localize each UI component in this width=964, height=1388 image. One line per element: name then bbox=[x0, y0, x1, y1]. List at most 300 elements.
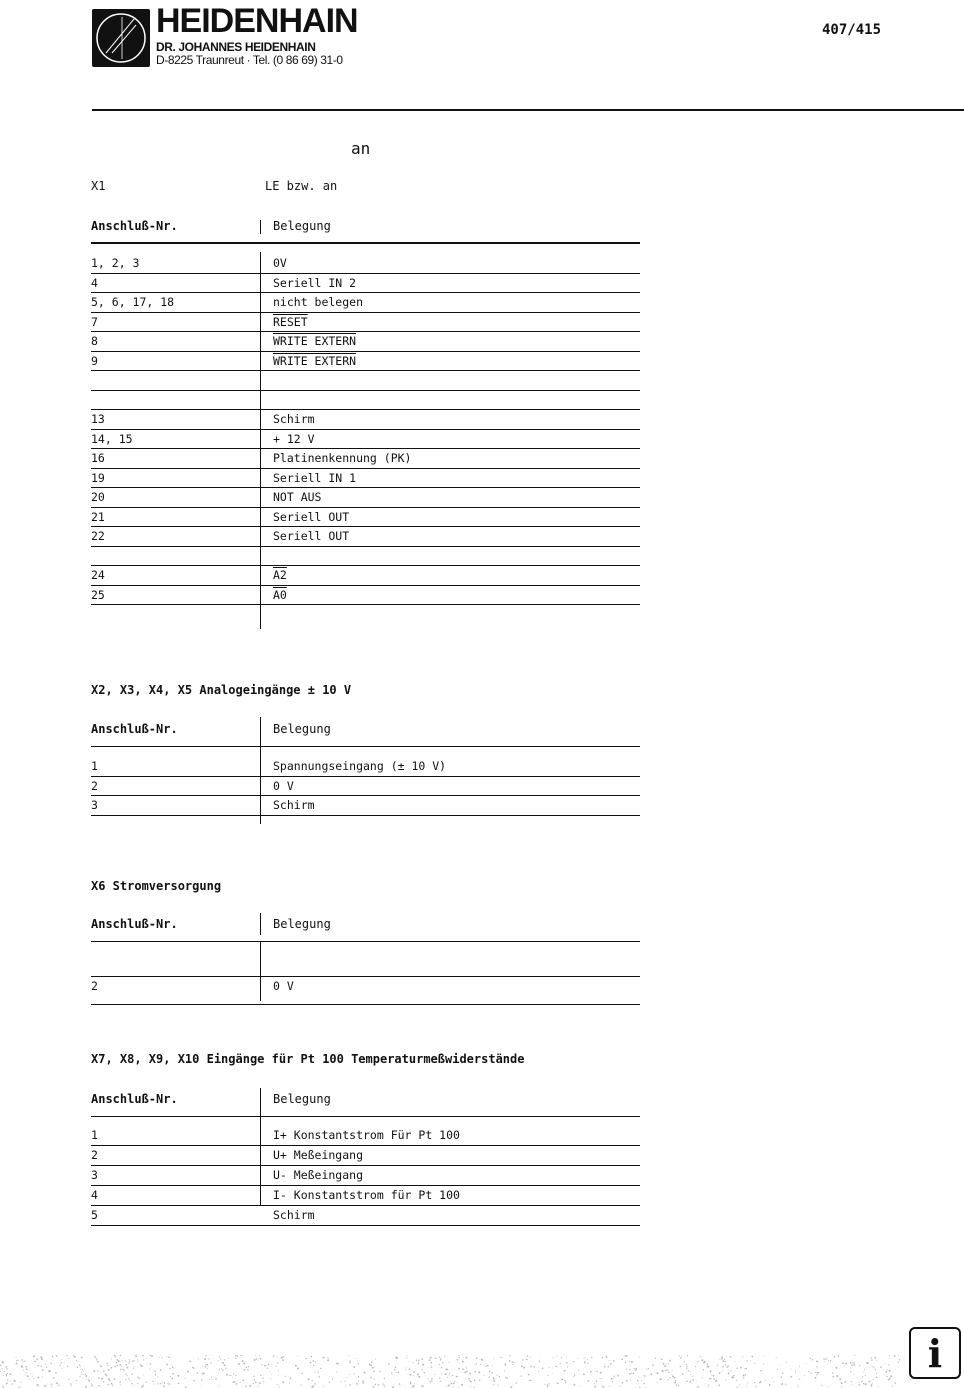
noise-dot bbox=[464, 1371, 466, 1373]
noise-dot bbox=[553, 1357, 554, 1358]
noise-dot bbox=[373, 1386, 375, 1388]
document-number: 407/415 bbox=[822, 22, 882, 38]
noise-dot bbox=[579, 1386, 580, 1387]
x1-header-rule bbox=[91, 242, 640, 244]
noise-dot bbox=[135, 1356, 136, 1357]
noise-dot bbox=[828, 1360, 829, 1361]
noise-dot bbox=[832, 1372, 833, 1373]
noise-dot bbox=[36, 1358, 38, 1360]
noise-dot bbox=[150, 1355, 152, 1356]
noise-dot bbox=[497, 1384, 498, 1385]
noise-dot bbox=[859, 1382, 860, 1383]
noise-dot bbox=[301, 1373, 302, 1374]
info-icon[interactable]: i bbox=[909, 1327, 961, 1379]
noise-dot bbox=[561, 1379, 563, 1381]
noise-dot bbox=[142, 1355, 144, 1356]
x2-pin-cell: 2 bbox=[91, 778, 98, 793]
noise-dot bbox=[310, 1356, 312, 1358]
noise-dot bbox=[668, 1379, 669, 1380]
noise-dot bbox=[886, 1376, 888, 1378]
noise-dot bbox=[434, 1357, 435, 1358]
x1-table-row bbox=[91, 274, 640, 293]
noise-dot bbox=[207, 1368, 208, 1369]
noise-dot bbox=[430, 1362, 432, 1364]
noise-dot bbox=[371, 1361, 373, 1363]
noise-dot bbox=[17, 1360, 18, 1361]
noise-dot bbox=[66, 1355, 68, 1356]
x1-assignment-cell: NOT AUS bbox=[273, 490, 322, 504]
noise-dot bbox=[523, 1367, 525, 1369]
noise-dot bbox=[166, 1356, 167, 1357]
noise-dot bbox=[167, 1382, 168, 1383]
noise-dot bbox=[488, 1377, 489, 1378]
noise-dot bbox=[382, 1383, 384, 1385]
noise-dot bbox=[573, 1384, 575, 1386]
noise-dot bbox=[23, 1369, 24, 1370]
noise-dot bbox=[143, 1385, 145, 1387]
noise-dot bbox=[55, 1372, 57, 1374]
noise-dot bbox=[653, 1366, 654, 1367]
noise-dot bbox=[278, 1370, 279, 1371]
noise-dot bbox=[795, 1372, 796, 1373]
x1-table-row bbox=[91, 449, 640, 468]
noise-dot bbox=[124, 1370, 125, 1371]
noise-dot bbox=[528, 1374, 530, 1376]
noise-dot bbox=[634, 1368, 635, 1369]
noise-dot bbox=[439, 1356, 440, 1357]
noise-dot bbox=[841, 1386, 842, 1387]
noise-dot bbox=[699, 1356, 700, 1357]
noise-dot bbox=[692, 1376, 693, 1377]
noise-dot bbox=[547, 1375, 548, 1376]
noise-dot bbox=[97, 1360, 98, 1361]
noise-dot bbox=[659, 1378, 661, 1380]
noise-dot bbox=[263, 1381, 264, 1382]
x1-label: X1 bbox=[91, 179, 106, 193]
noise-dot bbox=[224, 1359, 225, 1360]
noise-dot bbox=[395, 1367, 396, 1368]
x6-header-divider bbox=[260, 913, 261, 935]
noise-dot bbox=[362, 1380, 364, 1382]
noise-dot bbox=[143, 1359, 144, 1360]
noise-dot bbox=[155, 1374, 157, 1376]
x1-row-rule bbox=[91, 604, 640, 605]
noise-dot bbox=[687, 1355, 688, 1356]
noise-dot bbox=[229, 1375, 230, 1376]
noise-dot bbox=[566, 1356, 567, 1357]
noise-dot bbox=[507, 1377, 509, 1379]
noise-dot bbox=[889, 1355, 890, 1356]
x7-col-assign-header: Belegung bbox=[273, 1092, 331, 1106]
noise-dot bbox=[118, 1361, 119, 1362]
noise-dot bbox=[96, 1358, 97, 1359]
noise-dot bbox=[105, 1373, 107, 1375]
noise-dot bbox=[798, 1386, 799, 1387]
noise-dot bbox=[456, 1376, 458, 1378]
noise-dot bbox=[153, 1384, 154, 1385]
noise-dot bbox=[266, 1361, 267, 1362]
noise-dot bbox=[213, 1379, 214, 1380]
x7-col-pin-header: Anschluß-Nr. bbox=[91, 1092, 178, 1106]
noise-dot bbox=[131, 1383, 132, 1384]
noise-dot bbox=[44, 1385, 46, 1387]
noise-dot bbox=[641, 1380, 642, 1381]
x2-assignment-cell: Schirm bbox=[273, 798, 315, 812]
noise-dot bbox=[323, 1386, 324, 1387]
noise-dot bbox=[773, 1381, 774, 1382]
noise-dot bbox=[587, 1380, 589, 1382]
noise-dot bbox=[2, 1368, 3, 1369]
x6-pin-cell: 2 bbox=[91, 979, 98, 993]
x2-section-title: X2, X3, X4, X5 Analogeingänge ± 10 V bbox=[91, 683, 352, 697]
noise-dot bbox=[240, 1355, 242, 1356]
noise-dot bbox=[850, 1368, 851, 1369]
noise-dot bbox=[121, 1366, 122, 1367]
noise-dot bbox=[6, 1382, 8, 1384]
noise-dot bbox=[163, 1385, 165, 1387]
noise-dot bbox=[512, 1364, 513, 1365]
noise-dot bbox=[864, 1369, 865, 1370]
noise-dot bbox=[489, 1371, 491, 1373]
noise-dot bbox=[290, 1377, 292, 1379]
noise-dot bbox=[107, 1384, 109, 1386]
noise-dot bbox=[871, 1384, 872, 1385]
x1-assignment-cell: A2 bbox=[273, 568, 287, 582]
x7-pin-cell: 4 bbox=[91, 1188, 98, 1202]
noise-dot bbox=[629, 1369, 630, 1370]
noise-dot bbox=[384, 1386, 386, 1388]
noise-dot bbox=[538, 1371, 539, 1372]
noise-dot bbox=[661, 1378, 662, 1379]
noise-dot bbox=[409, 1361, 410, 1362]
noise-dot bbox=[161, 1355, 162, 1356]
x1-table-row bbox=[91, 430, 640, 449]
noise-dot bbox=[422, 1364, 424, 1366]
noise-dot bbox=[782, 1372, 783, 1373]
noise-dot bbox=[170, 1376, 171, 1377]
noise-dot bbox=[617, 1375, 619, 1377]
noise-dot bbox=[205, 1366, 207, 1368]
noise-dot bbox=[434, 1374, 435, 1375]
noise-dot bbox=[410, 1382, 412, 1384]
noise-dot bbox=[876, 1373, 877, 1374]
noise-dot bbox=[529, 1357, 530, 1358]
noise-dot bbox=[491, 1372, 492, 1373]
noise-dot bbox=[413, 1375, 414, 1376]
noise-dot bbox=[816, 1366, 817, 1367]
noise-dot bbox=[219, 1356, 220, 1357]
noise-dot bbox=[80, 1366, 81, 1367]
noise-dot bbox=[81, 1357, 83, 1359]
noise-dot bbox=[457, 1382, 458, 1383]
noise-dot bbox=[888, 1364, 889, 1365]
noise-dot bbox=[862, 1376, 863, 1377]
noise-dot bbox=[573, 1376, 574, 1377]
noise-dot bbox=[515, 1382, 517, 1384]
noise-dot bbox=[478, 1371, 480, 1373]
noise-dot bbox=[276, 1366, 277, 1367]
noise-dot bbox=[117, 1359, 119, 1361]
noise-dot bbox=[703, 1369, 705, 1371]
noise-dot bbox=[423, 1372, 425, 1374]
x6-table-row bbox=[91, 949, 640, 968]
x1-table-row bbox=[91, 391, 640, 410]
noise-dot bbox=[635, 1368, 637, 1370]
noise-dot bbox=[97, 1361, 99, 1363]
noise-dot bbox=[349, 1360, 351, 1362]
x1-pin-cell: 5, 6, 17, 18 bbox=[91, 295, 175, 309]
noise-dot bbox=[119, 1381, 121, 1383]
noise-dot bbox=[499, 1376, 500, 1377]
x7-pin-cell: 3 bbox=[91, 1168, 98, 1182]
noise-dot bbox=[810, 1373, 811, 1374]
noise-dot bbox=[166, 1364, 168, 1366]
noise-dot bbox=[61, 1359, 62, 1360]
noise-dot bbox=[42, 1376, 43, 1377]
noise-dot bbox=[4, 1371, 5, 1372]
heidenhain-logo-icon bbox=[92, 9, 150, 67]
noise-dot bbox=[162, 1382, 163, 1383]
noise-dot bbox=[780, 1364, 781, 1365]
noise-dot bbox=[429, 1359, 431, 1361]
noise-dot bbox=[378, 1384, 380, 1386]
noise-dot bbox=[678, 1385, 679, 1386]
x2-col-assign-header: Belegung bbox=[273, 722, 331, 736]
noise-dot bbox=[347, 1377, 348, 1378]
noise-dot bbox=[268, 1363, 270, 1365]
x6-header-rule bbox=[91, 941, 640, 942]
noise-dot bbox=[466, 1367, 467, 1368]
noise-dot bbox=[254, 1359, 256, 1361]
noise-dot bbox=[763, 1363, 764, 1364]
noise-dot bbox=[646, 1369, 647, 1370]
noise-dot bbox=[222, 1369, 224, 1371]
noise-dot bbox=[338, 1363, 339, 1364]
noise-dot bbox=[422, 1369, 423, 1370]
noise-dot bbox=[97, 1370, 98, 1371]
noise-dot bbox=[99, 1364, 100, 1365]
noise-dot bbox=[872, 1383, 873, 1384]
noise-dot bbox=[133, 1366, 134, 1367]
noise-dot bbox=[733, 1375, 734, 1376]
noise-dot bbox=[594, 1383, 595, 1384]
noise-dot bbox=[200, 1367, 201, 1368]
noise-dot bbox=[852, 1362, 853, 1363]
noise-dot bbox=[854, 1355, 855, 1356]
noise-dot bbox=[56, 1382, 58, 1384]
noise-dot bbox=[159, 1357, 160, 1358]
noise-dot bbox=[164, 1382, 166, 1384]
noise-dot bbox=[102, 1369, 103, 1370]
noise-dot bbox=[70, 1383, 72, 1385]
noise-dot bbox=[872, 1366, 873, 1367]
noise-dot bbox=[289, 1383, 290, 1384]
x1-description: LE bzw. an bbox=[265, 179, 338, 193]
noise-dot bbox=[547, 1384, 549, 1386]
noise-dot bbox=[717, 1364, 718, 1365]
noise-dot bbox=[269, 1372, 270, 1373]
noise-dot bbox=[127, 1375, 128, 1376]
noise-dot bbox=[863, 1372, 864, 1373]
noise-dot bbox=[350, 1374, 351, 1375]
noise-dot bbox=[247, 1369, 248, 1370]
noise-dot bbox=[26, 1366, 27, 1367]
noise-dot bbox=[619, 1385, 620, 1386]
noise-dot bbox=[157, 1383, 158, 1384]
x1-table-row bbox=[91, 352, 640, 371]
noise-dot bbox=[730, 1370, 731, 1371]
noise-dot bbox=[719, 1359, 720, 1360]
noise-dot bbox=[529, 1380, 530, 1381]
noise-dot bbox=[816, 1361, 818, 1363]
noise-dot bbox=[724, 1359, 725, 1360]
noise-dot bbox=[613, 1360, 615, 1362]
noise-dot bbox=[665, 1363, 666, 1364]
noise-dot bbox=[312, 1385, 314, 1387]
noise-dot bbox=[461, 1384, 463, 1386]
noise-dot bbox=[808, 1371, 809, 1372]
x1-pin-cell: 9 bbox=[91, 353, 98, 368]
noise-dot bbox=[2, 1362, 4, 1364]
noise-dot bbox=[187, 1371, 189, 1373]
noise-dot bbox=[574, 1374, 576, 1376]
noise-dot bbox=[451, 1375, 452, 1376]
noise-dot bbox=[672, 1370, 673, 1371]
noise-dot bbox=[395, 1372, 396, 1373]
noise-dot bbox=[2, 1385, 3, 1386]
noise-dot bbox=[534, 1366, 536, 1368]
noise-dot bbox=[421, 1386, 422, 1387]
noise-dot bbox=[702, 1377, 703, 1378]
noise-dot bbox=[447, 1369, 448, 1370]
noise-dot bbox=[129, 1380, 130, 1381]
noise-dot bbox=[418, 1362, 420, 1364]
noise-dot bbox=[475, 1383, 476, 1384]
x2-assignment-cell: 0 V bbox=[273, 778, 294, 793]
x1-pin-cell: 21 bbox=[91, 509, 105, 524]
noise-dot bbox=[648, 1368, 649, 1369]
noise-dot bbox=[612, 1381, 613, 1382]
noise-dot bbox=[17, 1366, 18, 1367]
noise-dot bbox=[754, 1382, 755, 1383]
noise-dot bbox=[815, 1372, 816, 1373]
noise-dot bbox=[271, 1374, 272, 1375]
noise-dot bbox=[137, 1376, 138, 1377]
x7-table-row bbox=[91, 1146, 640, 1165]
noise-dot bbox=[769, 1384, 770, 1385]
x2-col-pin-header: Anschluß-Nr. bbox=[91, 722, 178, 736]
noise-dot bbox=[454, 1381, 455, 1382]
noise-dot bbox=[228, 1358, 229, 1359]
noise-dot bbox=[844, 1381, 846, 1383]
noise-dot bbox=[652, 1364, 653, 1365]
noise-dot bbox=[487, 1365, 489, 1367]
noise-dot bbox=[281, 1357, 283, 1359]
noise-dot bbox=[686, 1380, 688, 1382]
noise-dot bbox=[747, 1382, 748, 1383]
noise-dot bbox=[722, 1360, 724, 1362]
noise-dot bbox=[202, 1373, 204, 1375]
noise-dot bbox=[76, 1380, 77, 1381]
noise-dot bbox=[259, 1355, 260, 1356]
noise-dot bbox=[441, 1373, 442, 1374]
noise-dot bbox=[663, 1363, 665, 1365]
noise-dot bbox=[119, 1364, 121, 1366]
noise-dot bbox=[560, 1363, 561, 1364]
noise-dot bbox=[625, 1355, 626, 1356]
noise-dot bbox=[894, 1382, 896, 1384]
noise-dot bbox=[235, 1355, 237, 1357]
noise-dot bbox=[169, 1368, 170, 1369]
noise-dot bbox=[171, 1377, 173, 1379]
noise-dot bbox=[892, 1385, 893, 1386]
noise-dot bbox=[606, 1356, 608, 1358]
x1-table-row bbox=[91, 410, 640, 429]
noise-dot bbox=[873, 1367, 874, 1368]
noise-dot bbox=[821, 1385, 822, 1386]
noise-dot bbox=[838, 1377, 839, 1378]
noise-dot bbox=[234, 1381, 236, 1383]
noise-dot bbox=[643, 1383, 644, 1384]
noise-dot bbox=[772, 1377, 773, 1378]
noise-dot bbox=[567, 1367, 568, 1368]
noise-dot bbox=[513, 1385, 514, 1386]
noise-dot bbox=[192, 1367, 194, 1369]
noise-dot bbox=[56, 1355, 58, 1357]
noise-dot bbox=[690, 1374, 691, 1375]
noise-dot bbox=[760, 1370, 762, 1372]
noise-dot bbox=[422, 1385, 424, 1387]
noise-dot bbox=[178, 1382, 180, 1384]
noise-dot bbox=[776, 1357, 777, 1358]
noise-dot bbox=[336, 1371, 337, 1372]
noise-dot bbox=[10, 1380, 11, 1381]
noise-dot bbox=[851, 1364, 853, 1366]
noise-dot bbox=[34, 1361, 36, 1363]
noise-dot bbox=[94, 1356, 96, 1358]
noise-dot bbox=[157, 1377, 158, 1378]
noise-dot bbox=[521, 1376, 522, 1377]
noise-dot bbox=[842, 1362, 844, 1364]
noise-dot bbox=[799, 1379, 800, 1380]
noise-dot bbox=[493, 1384, 494, 1385]
noise-dot bbox=[835, 1367, 837, 1369]
noise-dot bbox=[603, 1386, 605, 1388]
noise-dot bbox=[315, 1361, 316, 1362]
noise-dot bbox=[225, 1368, 226, 1369]
noise-dot bbox=[405, 1358, 406, 1359]
noise-dot bbox=[103, 1381, 104, 1382]
noise-dot bbox=[53, 1377, 55, 1379]
noise-dot bbox=[26, 1368, 28, 1370]
noise-dot bbox=[601, 1386, 602, 1387]
noise-dot bbox=[625, 1361, 626, 1362]
noise-dot bbox=[711, 1375, 712, 1376]
x7-section-title: X7, X8, X9, X10 Eingänge für Pt 100 Temperaturmeßwiderstände bbox=[91, 1052, 525, 1066]
noise-dot bbox=[435, 1358, 436, 1359]
noise-dot bbox=[172, 1367, 174, 1369]
noise-dot bbox=[313, 1360, 315, 1362]
x1-col-pin-header: Anschluß-Nr. bbox=[91, 219, 178, 233]
noise-dot bbox=[14, 1380, 16, 1382]
noise-dot bbox=[530, 1379, 532, 1381]
noise-dot bbox=[886, 1371, 888, 1373]
noise-dot bbox=[863, 1383, 864, 1384]
noise-dot bbox=[240, 1382, 241, 1383]
noise-dot bbox=[369, 1364, 371, 1366]
noise-dot bbox=[341, 1381, 342, 1382]
noise-dot bbox=[418, 1376, 420, 1378]
